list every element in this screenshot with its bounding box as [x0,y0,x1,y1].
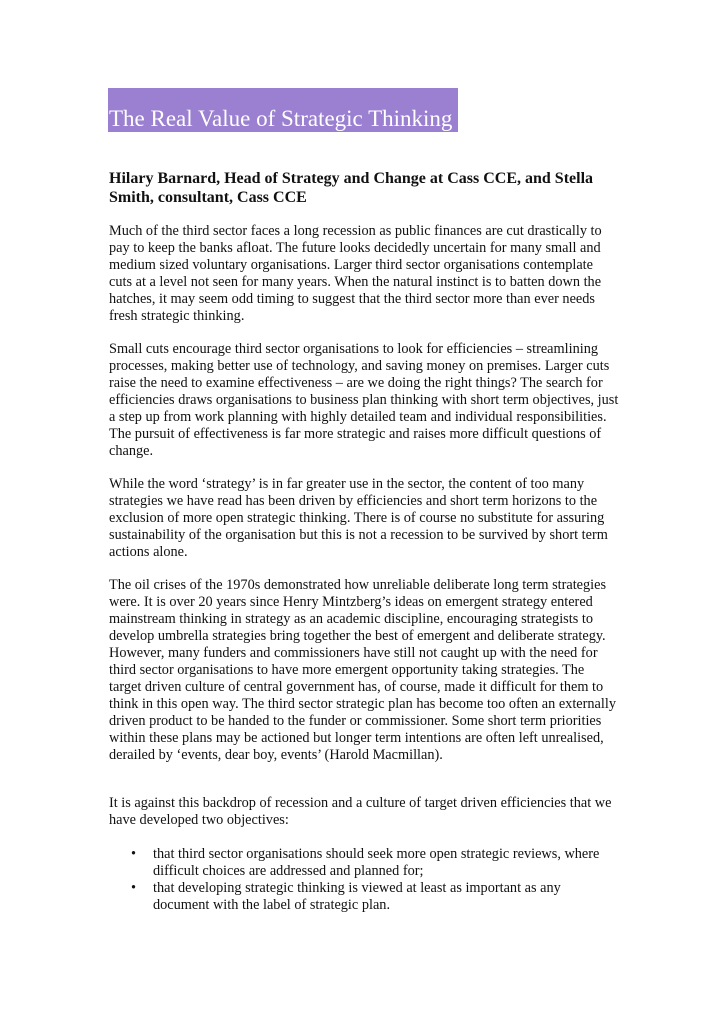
list-item-text: that third sector organisations should seek more open strategic reviews, where difficult choices are addressed and planned for; [153,846,600,879]
paragraph-5: It is against this backdrop of recession and a culture of target driven efficiencies that we have developed two objectives: [109,795,612,828]
paragraph-3: While the word ‘strategy’ is in far greater use in the sector, the content of too many strategies we have read has been driven by efficiencies and short term horizons to the exclusion of more open strategic thinking. There is of course no substitute for assuring sustainability of the organisation but this is not a recession to be survived by short term actions alone. [109,476,608,560]
list-item [109,880,619,914]
paragraph-2: Small cuts encourage third sector organisations to look for efficiencies – streamlining processes, making better use of technology, and saving money on premises. Larger cuts raise the need to examine effectiveness – are we doing the right things? The search for efficiencies draws organisations to business plan thinking with short term objectives, just a step up from work planning with highly detailed team and individual responsibilities. The pursuit of effectiveness is far more strategic and raises more difficult questions of change. [109,341,619,459]
list-item-text: that developing strategic thinking is viewed at least as important as any document with the label of strategic plan. [153,880,561,913]
paragraph-4: The oil crises of the 1970s demonstrated how unreliable deliberate long term strategies were. It is over 20 years since Henry Mintzberg’s ideas on emergent strategy entered mainstream thinking in strategy as an academic discipline, encouraging strategists to develop umbrella strategies bring together the best of emergent and deliberate strategy. However, many funders and commissioners have still not caught up with the need for third sector organisations to have more emergent opportunity taking strategies. The target driven culture of central government has, of course, made it difficult for them to think in this open way. The third sector strategic plan has become too often an externally driven product to be handed to the funder or commissioner. Some short term priorities within these plans may be actioned but longer term intentions are often left unrealised, derailed by ‘events, dear boy, events’ (Harold Macmillan). [109,577,616,763]
list-item [109,846,619,880]
bullet-icon: • [131,846,137,862]
bullet-icon: • [131,880,137,896]
document-title: The Real Value of Strategic Thinking [109,106,453,131]
author-byline: Hilary Barnard, Head of Strategy and Change at Cass CCE, and Stella Smith, consultant, Cass CCE [109,170,594,206]
paragraph-1: Much of the third sector faces a long recession as public finances are cut drastically to pay to keep the banks afloat. The future looks decidedly uncertain for many small and medium sized voluntary organisations. Larger third sector organisations contemplate cuts at a level not seen for many years. When the natural instinct is to batten down the hatches, it may seem odd timing to suggest that the third sector more than ever needs fresh strategic thinking. [109,223,602,324]
objectives-list [109,846,619,914]
